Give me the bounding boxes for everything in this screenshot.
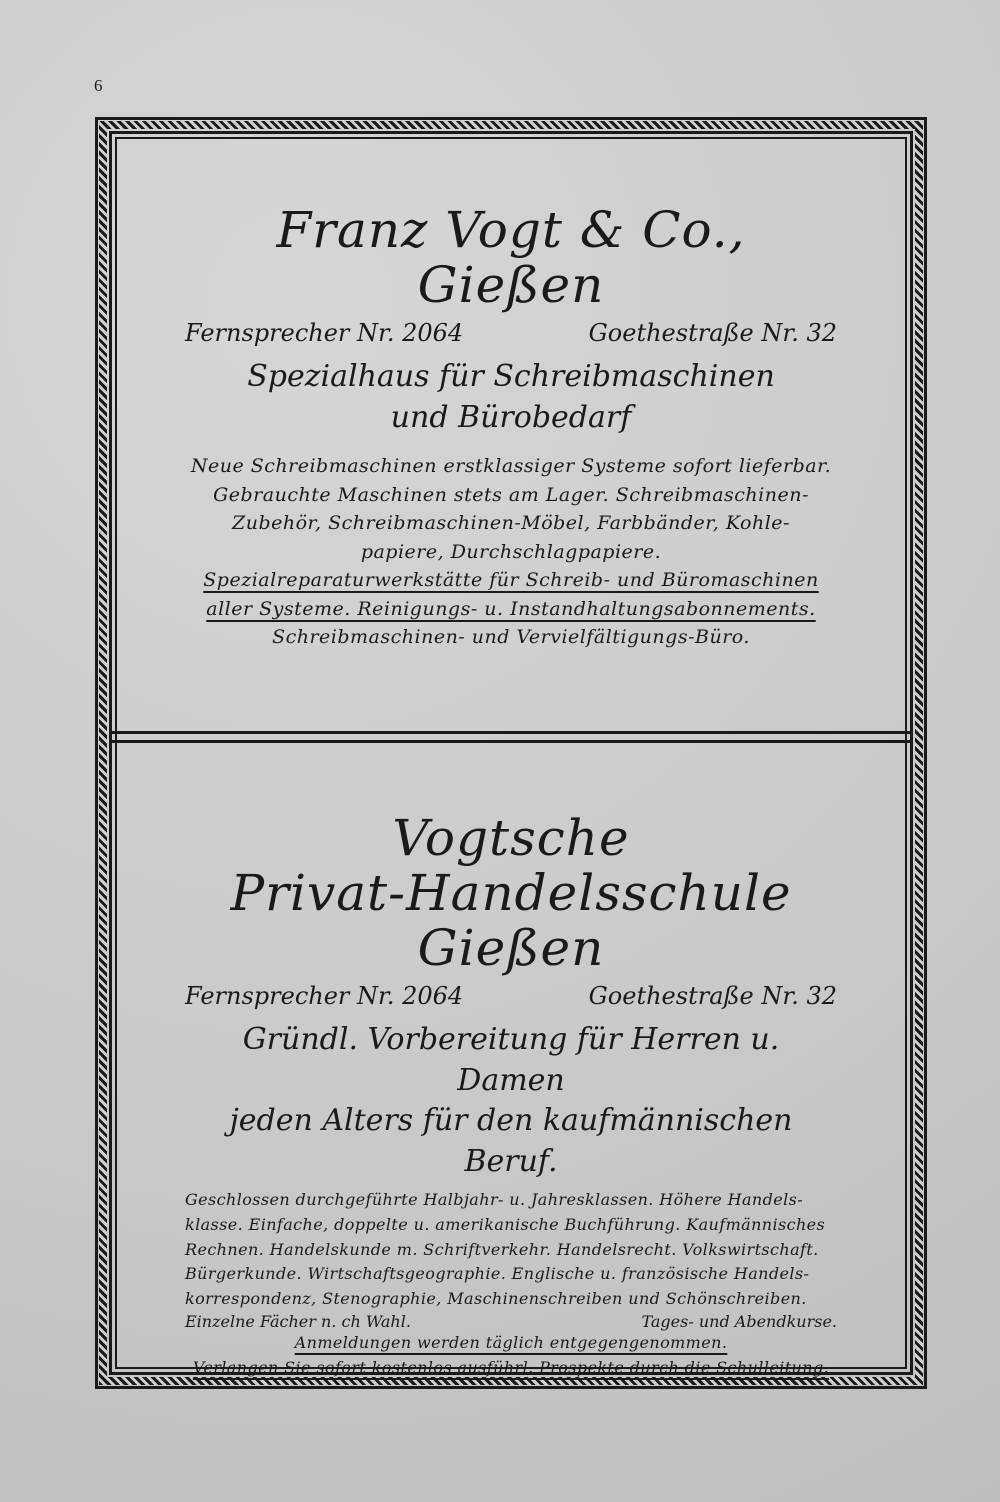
ad2-address: Goethestraße Nr. 32 — [588, 982, 837, 1010]
ad2-prospectus: Verlangen Sie sofort kostenlos ausführl. Prospekte durch die Schulleitung. — [192, 1357, 830, 1377]
ad1-body-2: Gebrauchte Maschinen stets am Lager. Schreibmaschinen- — [213, 483, 809, 506]
ad1-repair-1: Spezialreparaturwerkstätte für Schreib- und Büromaschinen — [203, 569, 819, 591]
ad1-body-4: papiere, Durchschlagpapiere. — [360, 540, 662, 563]
ad2-body-3: Rechnen. Handelskunde m. Schriftverkehr. Handelsrecht. Volkswirtschaft. — [185, 1239, 819, 1259]
ad1-subhead-1: Spezialhaus für Schreibmaschinen — [247, 359, 775, 394]
ad2-registration: Anmeldungen werden täglich entgegengenommen. — [294, 1332, 728, 1352]
ad-handelsschule — [185, 811, 837, 1381]
ad1-phone: Fernsprecher Nr. 2064 — [185, 319, 464, 347]
ad1-office-line: Schreibmaschinen- und Vervielfältigungs-Büro. — [272, 626, 750, 648]
page-number: 6 — [94, 76, 103, 95]
ad2-body-5: korrespondenz, Stenographie, Maschinenschreiben und Schönschreiben. — [185, 1289, 807, 1309]
ad2-subhead-2: jeden Alters für den kaufmännischen Beruf. — [229, 1103, 793, 1179]
section-divider — [109, 731, 913, 743]
ad2-elective-row — [185, 1312, 837, 1331]
ad-franz-vogt — [185, 203, 837, 652]
ad2-body-1: Geschlossen durchgeführte Halbjahr- u. Jahresklassen. Höhere Handels- — [185, 1190, 804, 1209]
ad2-title-1: Vogtsche — [392, 809, 630, 867]
ad1-address: Goethestraße Nr. 32 — [588, 319, 837, 347]
ad1-title: Franz Vogt & Co., Gießen — [276, 201, 746, 314]
ad2-courses: Tages- und Abendkurse. — [641, 1311, 837, 1331]
ad2-body-2: klasse. Einfache, doppelte u. amerikanische Buchführung. Kaufmännisches — [185, 1214, 826, 1234]
ad1-subhead-2: und Bürobedarf — [390, 399, 632, 435]
ad1-repair-2: aller Systeme. Reinigungs- u. Instandhaltungsabonnements. — [206, 597, 816, 620]
ad1-body-3: Zubehör, Schreibmaschinen-Möbel, Farbbänder, Kohle- — [232, 512, 790, 534]
ad1-contact-row — [185, 319, 837, 347]
ad2-subhead-1: Gründl. Vorbereitung für Herren u. Damen — [242, 1022, 780, 1098]
ad2-elective: Einzelne Fächer n. ch Wahl. — [185, 1311, 411, 1331]
ad-frame — [95, 117, 927, 1389]
ad2-title-2: Privat-Handelsschule Gießen — [230, 864, 792, 977]
ad2-body-4: Bürgerkunde. Wirtschaftsgeographie. Englische u. französische Handels- — [185, 1264, 810, 1284]
ad2-contact-row — [185, 982, 837, 1010]
ad2-phone: Fernsprecher Nr. 2064 — [185, 982, 464, 1010]
ad1-body-1: Neue Schreibmaschinen erstklassiger Systeme sofort lieferbar. — [190, 455, 832, 477]
